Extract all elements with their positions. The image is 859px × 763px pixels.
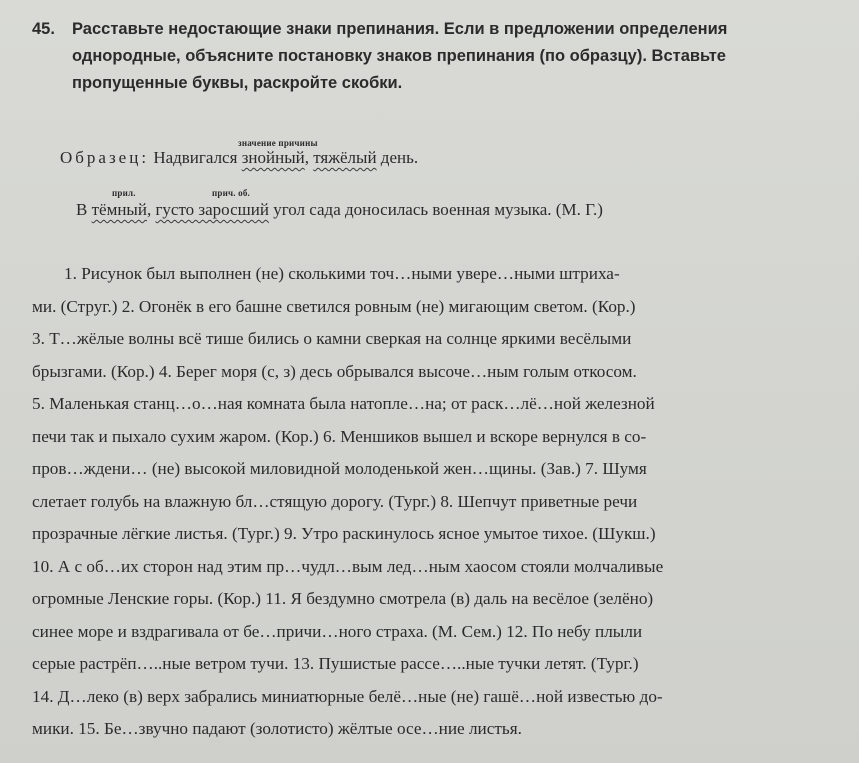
exercise-line: огромные Ленские горы. (Кор.) 11. Я бездумно смотрела (в) даль на весёлое (зелёно)	[32, 589, 654, 608]
exercise-line: ми. (Струг.) 2. Огонёк в его башне светился ровным (не) мигающим светом. (Кор.)	[32, 296, 636, 316]
task-line: однородные, объясните постановку знаков препинания (по образцу). Вставьте	[72, 47, 726, 65]
sample-definition-1: тёмный	[91, 200, 147, 219]
sample-comma: ,	[146, 200, 152, 219]
sample-text: день.	[380, 148, 419, 167]
exercise-line: брызгами. (Кор.) 4. Берег моря (с, з) десь обрывался высоче…ным голым откосом.	[32, 361, 637, 381]
task-number: 45.	[32, 20, 55, 38]
annotation-reason: значение причины	[238, 138, 318, 148]
sample-line-2	[76, 200, 856, 220]
exercise-line: синее море и вздрагивала от бе…причи…ного страха. (М. Сем.) 12. По небу плыли	[32, 621, 643, 641]
sample-text: угол сада доносилась военная музыка. (М. Г.)	[273, 200, 603, 219]
sample-label: Образец:	[60, 148, 150, 167]
exercise-line: пров…ждени… (не) высокой миловидной молоденькой жен…щины. (Зав.) 7. Шумя	[32, 459, 647, 478]
sample-text: Надвигался	[153, 148, 238, 167]
task-instructions	[32, 16, 832, 97]
sample-definition-1: знойный	[241, 148, 305, 167]
exercise-line: прозрачные лёгкие листья. (Тург.) 9. Утро раскинулось ясное умытое тихое. (Шукш.)	[32, 524, 656, 543]
sample-definition-2: густо заросший	[155, 200, 269, 219]
task-line: Расставьте недостающие знаки препинания. Если в предложении определения	[72, 20, 728, 38]
task-line: пропущенные буквы, раскройте скобки.	[72, 74, 403, 92]
sample-comma: ,	[304, 148, 309, 167]
annotation-participle: прич. об.	[212, 188, 251, 198]
exercise-line: мики. 15. Бе…звучно падают (золотисто) жёлтые осе…ние листья.	[32, 719, 522, 738]
exercise-line: 1. Рисунок был выполнен (не) сколькими точ…ными увере…ными штриха-	[64, 264, 620, 283]
exercise-line: печи так и пыхало сухим жаром. (Кор.) 6. Меншиков вышел и вскоре вернулся в со-	[32, 426, 647, 446]
exercise-line: 10. А с об…их сторон над этим пр…чудл…вым лед…ным хаосом стояли молчаливые	[32, 556, 664, 576]
exercise-line: 5. Маленькая станц…о…ная комната была натопле…на; от раск…лё…ной железной	[32, 394, 655, 413]
sample-definition-2: тяжёлый	[313, 148, 377, 167]
annotation-adjective: прил.	[112, 188, 136, 198]
exercise-line: 3. Т…жёлые волны всё тише бились о камни сверкая на солнце яркими весёлыми	[32, 329, 632, 348]
sample-line-1	[60, 148, 840, 168]
exercise-line: серые растрёп…..ные ветром тучи. 13. Пушистые рассе…..ные тучки летят. (Тург.)	[32, 654, 639, 673]
exercise-text	[32, 258, 832, 746]
sample-text: В	[76, 200, 88, 219]
exercise-line: слетает голубь на влажную бл…стящую дорогу. (Тург.) 8. Шепчут приветные речи	[32, 491, 638, 511]
exercise-line: 14. Д…леко (в) верх забрались миниатюрные белё…ные (не) гашё…ной известью до-	[32, 686, 663, 706]
